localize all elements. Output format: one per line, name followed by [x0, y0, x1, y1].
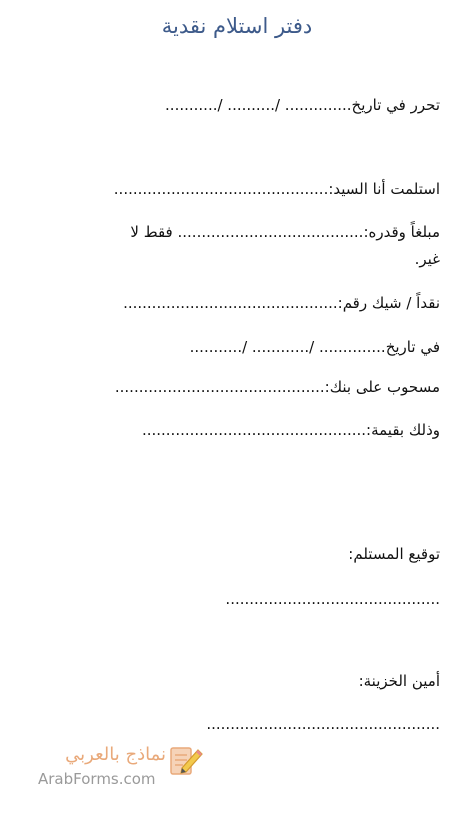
- logo-latin-text: ArabForms.com: [38, 770, 156, 788]
- cash-cheque-line: نقداً / شيك رقم:.............................................: [123, 294, 440, 312]
- treasurer-dots: .................................................: [206, 715, 440, 733]
- received-from-line: استلمت أنا السيد:.............................................: [113, 180, 440, 198]
- receiver-signature-label: توقيع المستلم:: [348, 545, 440, 563]
- receiver-signature-dots: .............................................: [225, 590, 440, 608]
- logo-arabic-text: نماذج بالعربي: [65, 744, 166, 765]
- date-written-line: تحرر في تاريخ.............. /.......... /...........: [165, 96, 440, 114]
- form-title: دفتر استلام نقدية: [161, 14, 313, 38]
- arabforms-logo: [24, 744, 214, 794]
- value-line: وذلك بقيمة:...............................................: [141, 421, 440, 439]
- form-pencil-icon: [168, 744, 204, 780]
- amount-line: مبلغاً وقدره:....................................... فقط لا: [130, 223, 440, 241]
- drawn-on-bank-line: مسحوب على بنك:............................................: [114, 378, 440, 396]
- on-date-line: في تاريخ.............. /............ /...........: [189, 338, 440, 356]
- amount-line-continued: غير.: [414, 250, 440, 268]
- treasurer-label: أمين الخزينة:: [358, 672, 440, 690]
